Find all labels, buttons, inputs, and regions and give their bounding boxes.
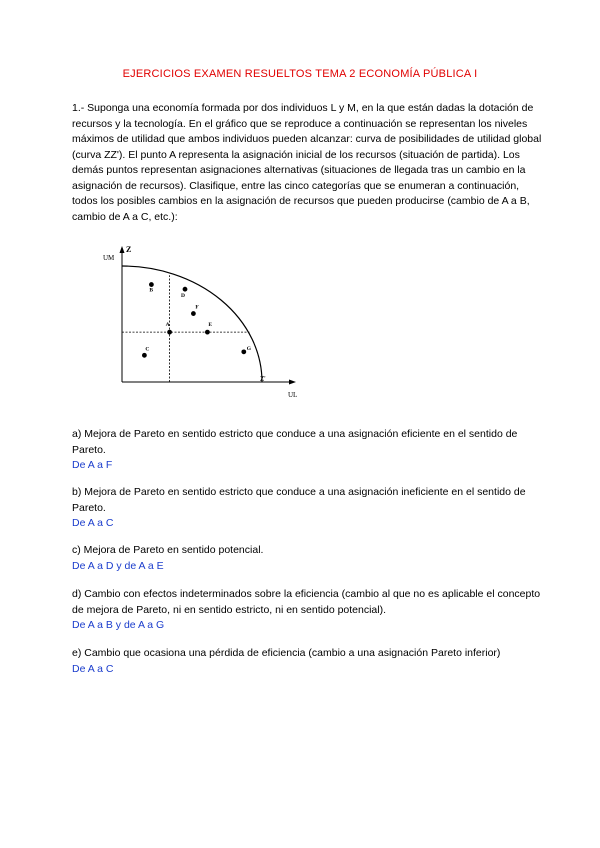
question-text: e) Cambio que ocasiona una pérdida de eficiencia (cambio a una asignación Pareto inferior) [72, 647, 501, 659]
utility-possibility-figure [96, 242, 316, 407]
point-e-label: E [208, 322, 213, 329]
answer-text: De A a B y de A a G [72, 619, 165, 631]
point-c-marker [142, 353, 147, 358]
x-axis-label: UL [288, 391, 298, 399]
utility-possibility-chart [96, 242, 316, 407]
curve-end-label: Z' [260, 375, 266, 383]
question-d [72, 587, 542, 634]
curve-start-label: Z [126, 245, 132, 254]
point-g-marker [241, 349, 246, 354]
point-g-label: G [246, 345, 252, 352]
point-f-label: F [195, 304, 199, 311]
answer-text: De A a C [72, 662, 114, 675]
point-b-marker [149, 282, 154, 287]
question-text: a) Mejora de Pareto en sentido estricto que conduce a una asignación eficiente en el sentido de Pareto. [72, 428, 518, 456]
page-title: EJERCICIOS EXAMEN RESUELTOS TEMA 2 ECONOMÍA PÚBLICA I [122, 68, 478, 80]
answer-text: De A a C [72, 517, 114, 529]
point-d-marker [183, 287, 188, 292]
point-a-marker [167, 330, 172, 335]
point-e-marker [205, 330, 210, 335]
x-axis-arrow [289, 380, 296, 385]
question-text: b) Mejora de Pareto en sentido estricto que conduce a una asignación ineficiente en el sentido de Pareto. [72, 486, 526, 514]
question-b [72, 485, 542, 532]
utility-frontier-curve [122, 266, 262, 382]
y-axis-arrow [120, 246, 125, 253]
answer-text: De A a D y de A a E [72, 559, 164, 572]
answer-text: De A a F [72, 459, 113, 471]
question-text: d) Cambio con efectos indeterminados sobre la eficiencia (cambio al que no es aplicable el concepto de mejora de Pareto, ni en sentido estricto, ni en sentido potencial). [72, 588, 541, 616]
points-layer [142, 282, 252, 358]
y-axis-label: UM [103, 254, 115, 262]
point-b-label: B [149, 287, 154, 294]
point-a-label: A [165, 322, 170, 329]
question-c [72, 543, 542, 574]
point-d-label: D [181, 293, 185, 300]
intro-text: 1.- Suponga una economía formada por dos individuos L y M, en la que están dadas la dotación de recursos y la tecnología. En el gráfico que se reproduce a continuación se representan los niveles máximos de utilidad que ambos individuos pueden alcanzar: curva de posibilidades de utilidad global (curva ZZ'). El punto A representa la asignación inicial de los recursos (situación de partida). Los demás puntos representan asignaciones alternativas (situaciones de llegada tras un cambio en la asignación de recursos). Clasifique, entre las cinco categorías que se enumeran a continuación, todos los posibles cambios en la asignación de recursos que pueden producirse (cambio de A a B, cambio de A a C, etc.): [72, 102, 542, 223]
point-c-label: C [145, 346, 150, 353]
intro-paragraph [72, 101, 542, 225]
question-text: c) Mejora de Pareto en sentido potencial. [72, 544, 264, 556]
question-e [72, 646, 542, 677]
point-f-marker [191, 311, 196, 316]
question-a [72, 427, 542, 474]
